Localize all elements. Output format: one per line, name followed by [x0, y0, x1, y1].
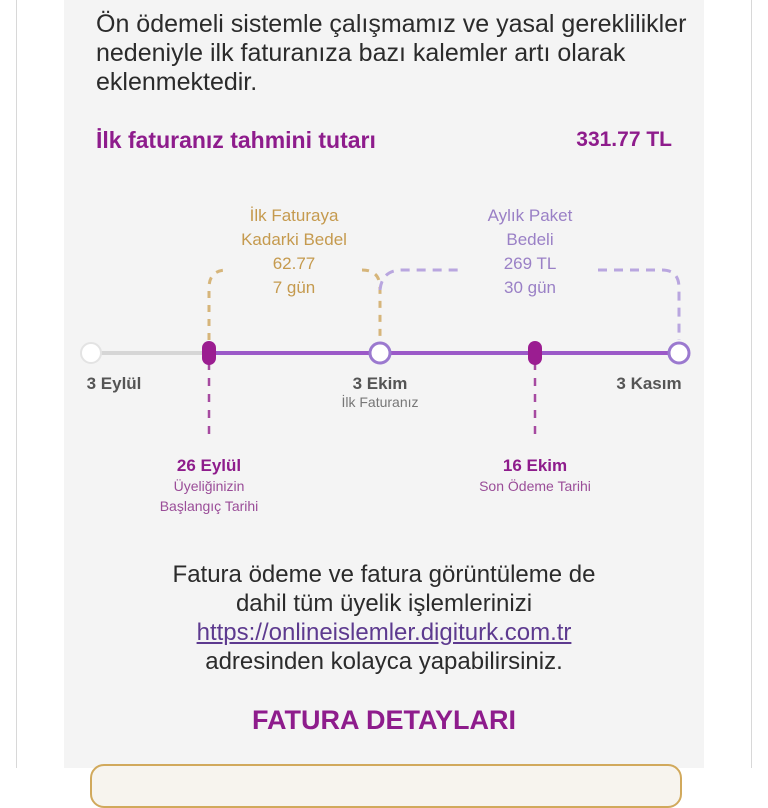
due-date	[445, 456, 625, 496]
invoice-details-title: FATURA DETAYLARI	[251, 705, 516, 735]
info-line3: adresinden kolayca yapabilirsiniz.	[205, 648, 563, 675]
monthly-bracket-label	[450, 204, 610, 300]
membership-start	[129, 456, 289, 516]
online-services-link[interactable]: https://onlineislemler.digiturk.com.tr	[196, 619, 572, 646]
estimate-value: 331.77 TL	[576, 128, 672, 151]
bracket-monthly-line1: Aylık Paket	[487, 206, 573, 225]
estimate-label: İlk faturanız tahmini tutarı	[96, 127, 376, 153]
membership-start-sub1: Üyeliğinizin	[173, 478, 245, 494]
page-border-right	[751, 0, 752, 768]
membership-start-date: 26 Eylül	[176, 456, 242, 475]
page-border-left	[16, 0, 17, 768]
date-3-ekim-label: 3 Ekim	[352, 374, 408, 393]
bracket-first-days: 7 gün	[272, 278, 316, 297]
due-date-sub: Son Ödeme Tarihi	[479, 478, 591, 494]
invoice-details-box[interactable]	[90, 764, 682, 808]
bracket-monthly-line2: Bedeli	[506, 230, 554, 249]
date-3-kasim: 3 Kasım	[616, 374, 682, 393]
bracket-first-line1: İlk Faturaya	[249, 206, 339, 225]
first-invoice-sub: İlk Faturanız	[341, 394, 419, 410]
online-services-info	[84, 560, 684, 676]
membership-start-sub2: Başlangıç Tarihi	[159, 498, 259, 514]
first-bill-bracket-label	[214, 204, 374, 300]
invoice-info-card	[64, 0, 704, 768]
date-3-eylul: 3 Eylül	[86, 374, 142, 393]
info-line2: dahil tüm üyelik işlemlerinizi	[235, 590, 533, 617]
due-date-label: 16 Ekim	[502, 456, 568, 475]
bracket-first-line2: Kadarki Bedel	[241, 230, 347, 249]
date-3-ekim	[300, 374, 460, 410]
bracket-monthly-amount: 269 TL	[503, 254, 557, 273]
intro-text: Ön ödemeli sistemle çalışmamız ve yasal gereklilikler nedeniyle ilk faturanıza bazı kalemler artı olarak eklenmektedir.	[96, 10, 687, 96]
billing-timeline	[64, 0, 704, 540]
bracket-first-amount: 62.77	[272, 254, 316, 273]
bracket-monthly-days: 30 gün	[504, 278, 556, 297]
info-line1: Fatura ödeme ve fatura görüntüleme de	[172, 561, 596, 588]
